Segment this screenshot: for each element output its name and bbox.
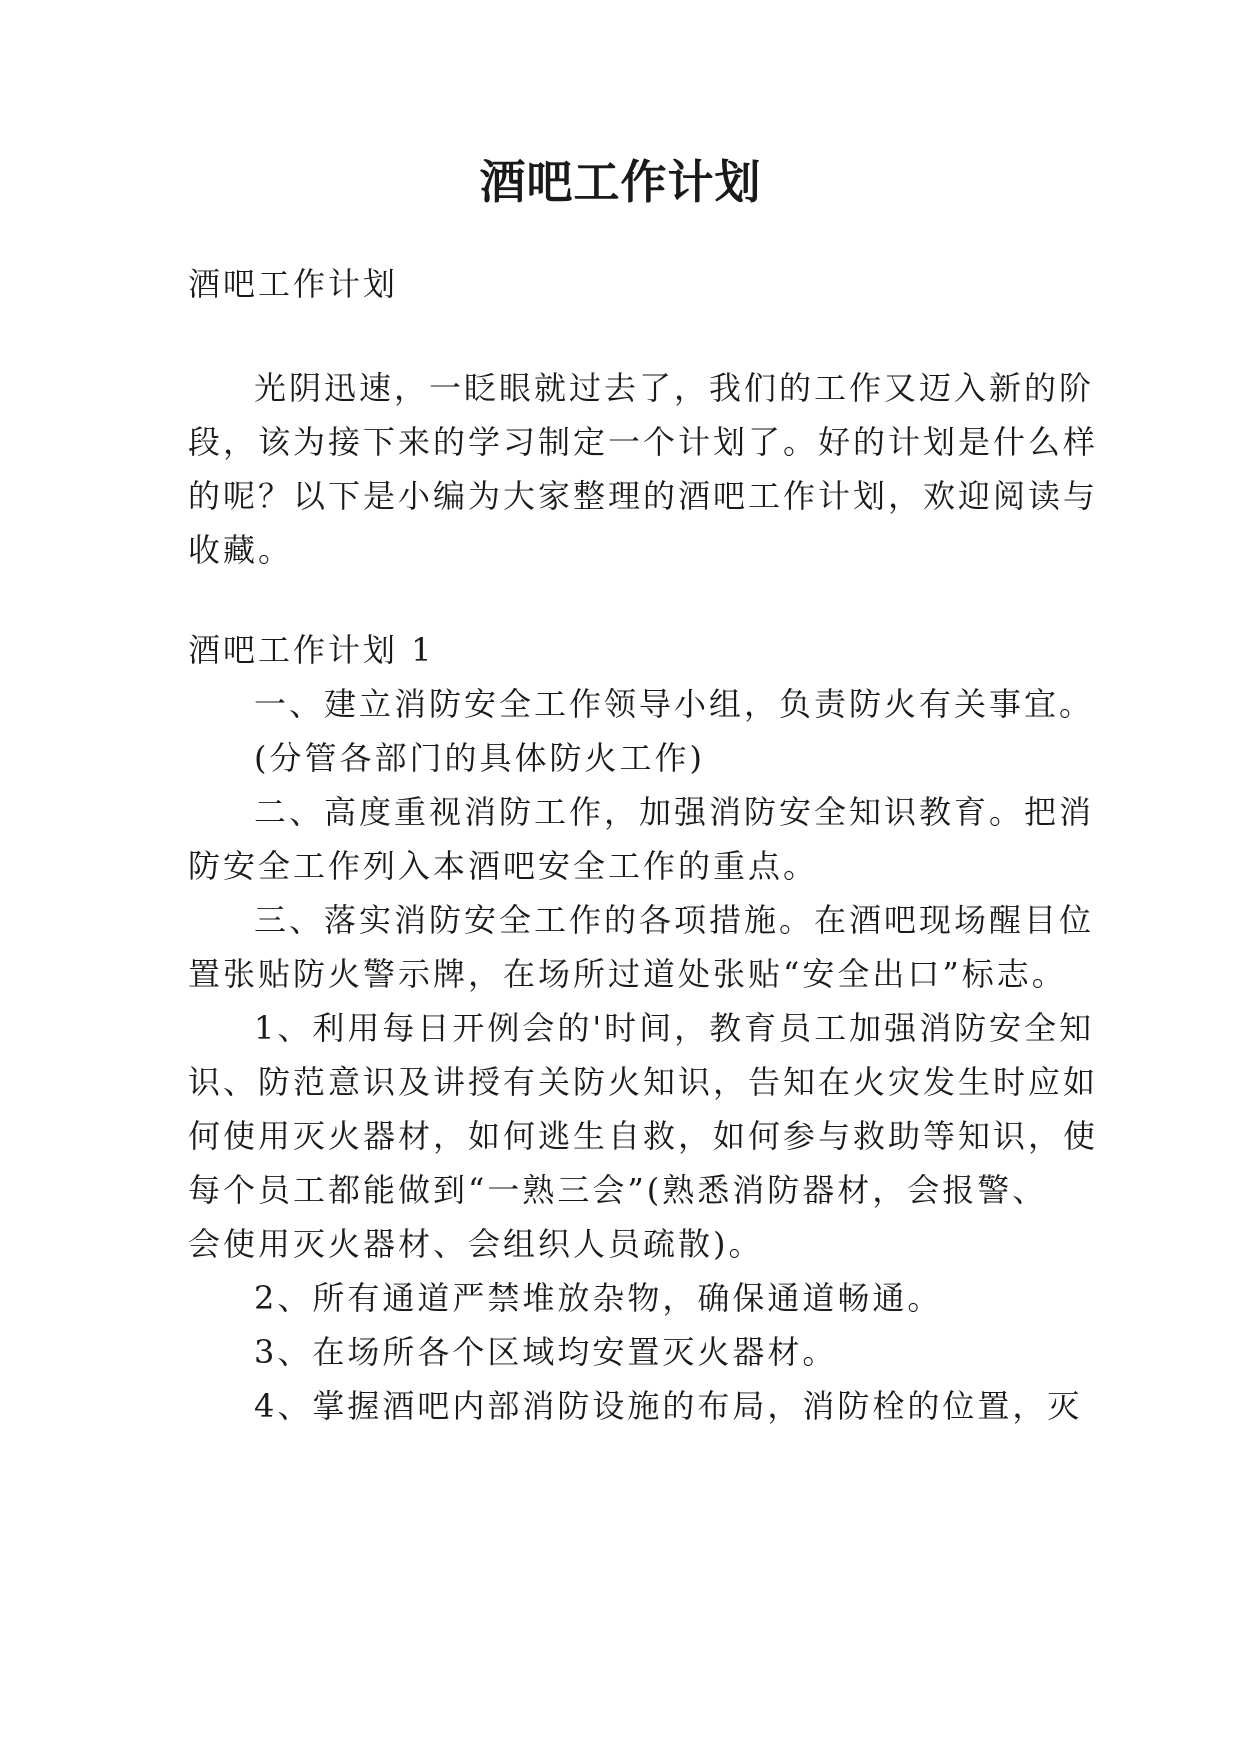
document-title: 酒吧工作计划 [479, 155, 762, 209]
body-line: 每个员工都能做到“一熟三会”(熟悉消防器材，会报警、 [188, 1171, 1048, 1209]
intro-line: 段，该为接下来的学习制定一个计划了。好的计划是什么样 [188, 423, 1099, 461]
body-line: 会使用灭火器材、会组织人员疏散)。 [188, 1225, 764, 1263]
body-line: 二、高度重视消防工作，加强消防安全知识教育。把消 [254, 793, 1095, 831]
intro-line: 的呢？以下是小编为大家整理的酒吧工作计划，欢迎阅读与 [188, 477, 1099, 515]
body-line: 一、建立消防安全工作领导小组，负责防火有关事宜。 [254, 685, 1095, 723]
body-line: 何使用灭火器材，如何逃生自救，如何参与救助等知识，使 [188, 1117, 1099, 1155]
body-line: 三、落实消防安全工作的各项措施。在酒吧现场醒目位 [254, 901, 1095, 939]
subtitle: 酒吧工作计划 [188, 265, 399, 303]
section-heading: 酒吧工作计划 1 [188, 631, 435, 669]
body-line: 3、在场所各个区域均安置灭火器材。 [254, 1333, 838, 1371]
body-line: 置张贴防火警示牌，在场所过道处张贴“安全出口”标志。 [188, 955, 1067, 993]
body-line: 2、所有通道严禁堆放杂物，确保通道畅通。 [254, 1279, 943, 1317]
intro-line: 收藏。 [188, 531, 294, 569]
body-line: (分管各部门的具体防火工作) [254, 739, 705, 777]
intro-line: 光阴迅速，一眨眼就过去了，我们的工作又迈入新的阶 [254, 369, 1095, 407]
body-line: 识、防范意识及讲授有关防火知识，告知在火灾发生时应如 [188, 1063, 1099, 1101]
body-line: 4、掌握酒吧内部消防设施的布局，消防栓的位置，灭 [254, 1387, 1083, 1425]
body-line: 1、利用每日开例会的'时间，教育员工加强消防安全知 [254, 1009, 1095, 1047]
body-line: 防安全工作列入本酒吧安全工作的重点。 [188, 847, 819, 885]
